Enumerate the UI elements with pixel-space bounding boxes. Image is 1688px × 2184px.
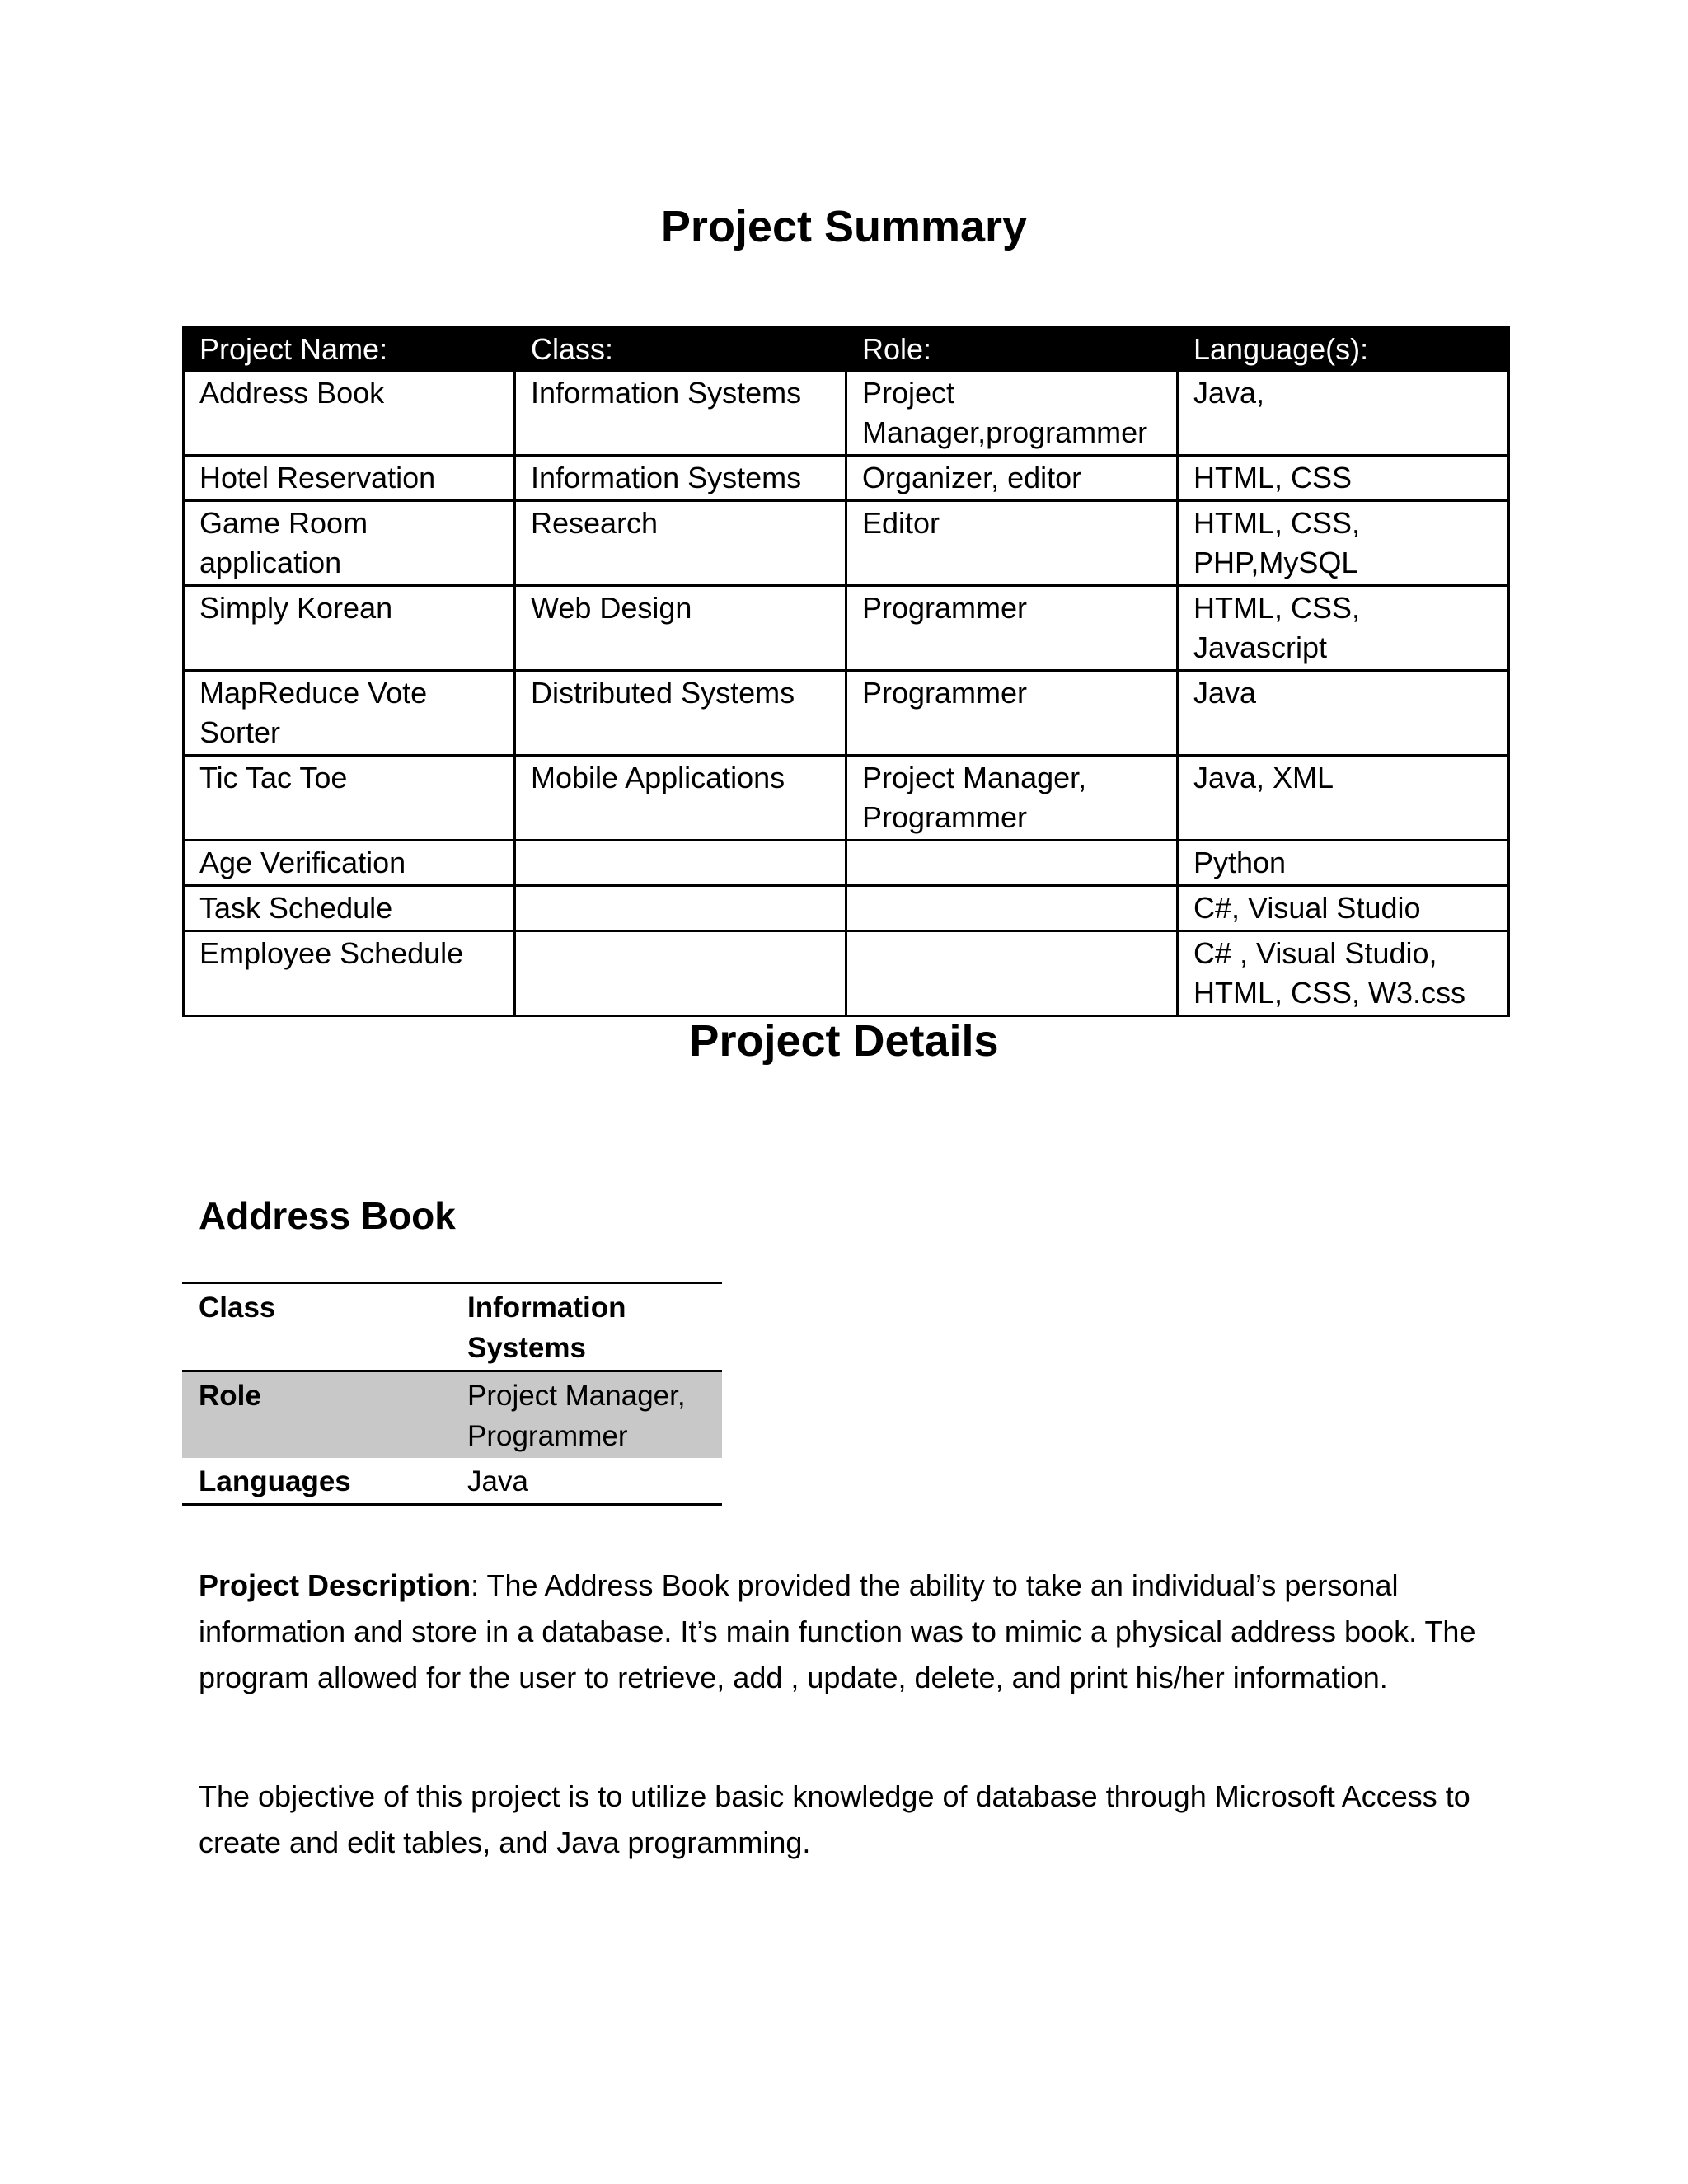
cell-role: Programmer: [846, 671, 1178, 756]
cell-project-name: Age Verification: [184, 841, 515, 886]
cell-languages: Java,: [1178, 371, 1509, 456]
details-title: Project Details: [689, 1016, 999, 1066]
header-class: Class:: [515, 327, 846, 371]
project-description-label: Project Description: [199, 1568, 471, 1602]
cell-role: Organizer, editor: [846, 456, 1178, 501]
cell-class: Distributed Systems: [515, 671, 846, 756]
cell-languages: Java, XML: [1178, 756, 1509, 841]
detail-row-role: [182, 1371, 722, 1459]
cell-class: [515, 886, 846, 931]
cell-languages: Python: [1178, 841, 1509, 886]
table-row: [184, 456, 1509, 501]
table-row: [184, 586, 1509, 671]
cell-role: Project Manager,programmer: [846, 371, 1178, 456]
cell-project-name: Address Book: [184, 371, 515, 456]
cell-class: Web Design: [515, 586, 846, 671]
detail-languages-value: Java: [467, 1465, 528, 1497]
project-summary-table: [182, 326, 1510, 1017]
header-languages: Language(s):: [1178, 327, 1509, 371]
cell-languages: HTML, CSS: [1178, 456, 1509, 501]
cell-languages: C# , Visual Studio, HTML, CSS, W3.css: [1178, 931, 1509, 1016]
table-header-row: [184, 327, 1509, 371]
detail-row-class: [182, 1283, 722, 1371]
cell-role: Project Manager, Programmer: [846, 756, 1178, 841]
table-row: [184, 841, 1509, 886]
cell-languages: Java: [1178, 671, 1509, 756]
cell-project-name: Tic Tac Toe: [184, 756, 515, 841]
detail-role-label: Role: [182, 1371, 451, 1459]
detail-languages-label: Languages: [199, 1465, 351, 1497]
project-description-text: : The Address Book provided the ability to take an individual’s personal information and store in a database. It’s main function was to mimic a physical address book. The program allowed for the user to retrieve, add , update, delete, and print his/her information.: [199, 1568, 1476, 1694]
cell-class: [515, 841, 846, 886]
table-row: [184, 501, 1509, 586]
detail-role-value: Project Manager, Programmer: [451, 1371, 722, 1459]
project-objective: The objective of this project is to utilize basic knowledge of database through Microsoft Access to create and edit tables, and Java programming.: [199, 1779, 1470, 1859]
cell-languages: HTML, CSS, Javascript: [1178, 586, 1509, 671]
header-role: Role:: [846, 327, 1178, 371]
summary-title: Project Summary: [660, 202, 1028, 251]
address-book-heading: Address Book: [199, 1194, 456, 1237]
cell-project-name: Task Schedule: [184, 886, 515, 931]
cell-class: [515, 931, 846, 1016]
table-row: [184, 886, 1509, 931]
cell-project-name: Hotel Reservation: [184, 456, 515, 501]
project-description: [199, 1563, 1501, 1701]
cell-languages: C#, Visual Studio: [1178, 886, 1509, 931]
header-project-name: Project Name:: [184, 327, 515, 371]
table-row: [184, 671, 1509, 756]
detail-row-languages: [182, 1458, 722, 1505]
cell-project-name: Employee Schedule: [184, 931, 515, 1016]
cell-class: Information Systems: [515, 371, 846, 456]
cell-role: [846, 886, 1178, 931]
cell-class: Research: [515, 501, 846, 586]
cell-class: Information Systems: [515, 456, 846, 501]
cell-role: Editor: [846, 501, 1178, 586]
address-book-detail-table: [182, 1282, 722, 1506]
table-row: [184, 756, 1509, 841]
detail-class-value: Information Systems: [451, 1283, 722, 1371]
cell-role: [846, 841, 1178, 886]
cell-class: Mobile Applications: [515, 756, 846, 841]
detail-class-label: Class: [182, 1283, 451, 1371]
cell-role: Programmer: [846, 586, 1178, 671]
table-row: [184, 931, 1509, 1016]
cell-project-name: MapReduce Vote Sorter: [184, 671, 515, 756]
cell-project-name: Game Room application: [184, 501, 515, 586]
cell-project-name: Simply Korean: [184, 586, 515, 671]
cell-languages: HTML, CSS, PHP,MySQL: [1178, 501, 1509, 586]
cell-role: [846, 931, 1178, 1016]
table-row: [184, 371, 1509, 456]
